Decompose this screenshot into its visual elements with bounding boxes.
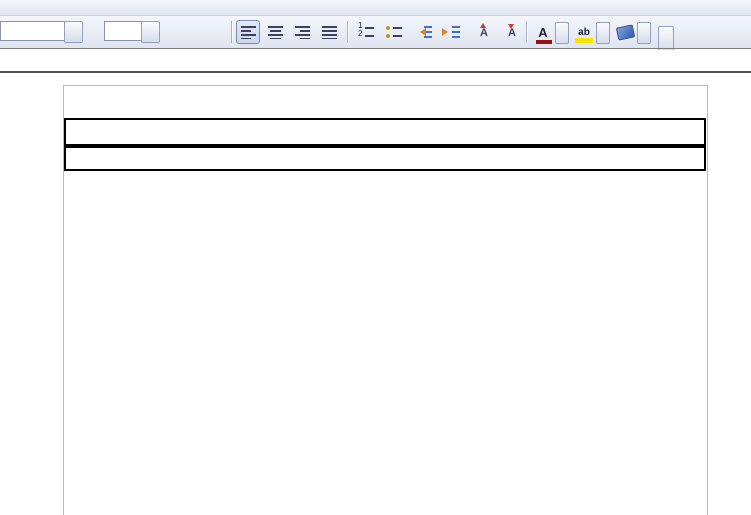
toolbar-separator (526, 21, 528, 43)
page-border-top (63, 85, 708, 86)
decrease-spacing-icon: A (500, 25, 516, 40)
ruler-divider (0, 71, 751, 73)
font-color-button[interactable] (531, 20, 555, 44)
font-name-combobox[interactable] (0, 21, 68, 41)
numbered-list-button[interactable] (354, 20, 378, 44)
increase-indent-icon (444, 25, 460, 39)
horizontal-ruler[interactable] (0, 50, 751, 71)
font-color-dropdown-icon[interactable] (555, 22, 569, 44)
underline-button[interactable] (202, 20, 226, 44)
toolbar-divider (0, 48, 751, 49)
decrease-indent-icon (416, 25, 432, 39)
font-name-dropdown-icon[interactable] (64, 21, 83, 43)
font-color-icon: A (538, 24, 548, 40)
background-color-button[interactable] (613, 20, 637, 44)
background-color-icon (615, 24, 634, 40)
decrease-spacing-button[interactable] (496, 20, 520, 44)
numbered-list-icon (358, 25, 374, 39)
bullet-list-button[interactable] (382, 20, 406, 44)
align-left-icon (241, 25, 256, 39)
align-center-button[interactable] (263, 20, 287, 44)
decrease-indent-button[interactable] (412, 20, 436, 44)
bold-button[interactable] (148, 20, 172, 44)
bullet-list-icon (386, 25, 402, 39)
increase-spacing-button[interactable] (468, 20, 492, 44)
align-left-button[interactable] (236, 20, 260, 44)
highlighting-icon: ab (578, 26, 590, 38)
font-size-combobox[interactable] (104, 21, 144, 41)
align-right-icon (295, 25, 310, 39)
highlighting-button[interactable] (572, 20, 596, 44)
toolbar-separator (347, 21, 349, 43)
standard-toolbar (0, 0, 751, 16)
align-right-button[interactable] (290, 20, 314, 44)
security-settings-table (64, 118, 706, 171)
page-border-right (707, 85, 708, 515)
section-heading (66, 148, 704, 168)
increase-indent-button[interactable] (440, 20, 464, 44)
table-title (66, 120, 704, 146)
toolbar-separator (231, 21, 233, 43)
formatting-toolbar (0, 16, 751, 48)
background-color-dropdown-icon[interactable] (637, 22, 651, 44)
align-center-icon (268, 25, 283, 39)
italic-button[interactable] (176, 20, 200, 44)
justify-icon (322, 25, 337, 39)
highlighting-dropdown-icon[interactable] (596, 22, 610, 44)
increase-spacing-icon: A (472, 25, 488, 40)
justify-button[interactable] (317, 20, 341, 44)
